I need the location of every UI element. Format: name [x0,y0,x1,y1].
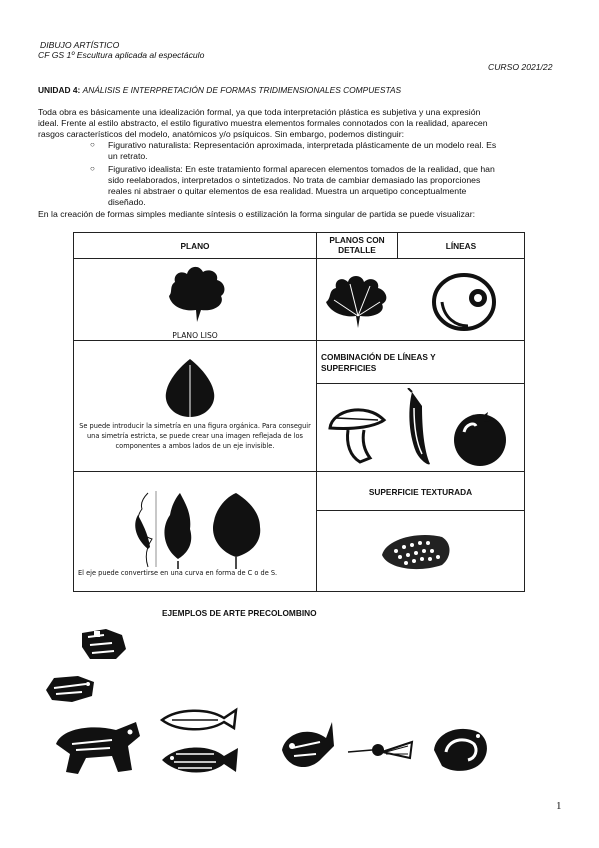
caption-eje-curva: El eje puede convertirse en una curva en forma de C o de S. [78,569,278,577]
tomato-image [446,402,516,468]
intro-line-3: rasgos característicos del modelo, anatómicos y/o psíquicos. Sin embargo, podemos distinguir: [38,129,405,139]
cell-combinacion-header [316,340,525,384]
unit-label: UNIDAD 4: [38,85,81,95]
caption-simetria-2: una simetría estricta, se puede crear una imagen reflejada de los [87,432,303,440]
fish-outline-glyph-image [158,704,238,734]
bullet-2-line-4: diseñado. [108,197,146,207]
dragon-glyph-image [52,716,144,778]
header-plano: PLANO [180,241,210,251]
bird-fish-glyph-image [276,718,336,778]
header-combinacion-1: COMBINACIÓN DE LÍNEAS Y [321,352,436,362]
bullet-2-line-3: reales ni abstraer o quitar elementos de esa realidad. Muestra un arquetipo conceptualmente [108,186,467,196]
caption-simetria-1: Se puede introducir la simetría en una figura orgánica. Para conseguir [79,422,311,430]
intro-line-2: ideal. Frente al estilo abstracto, el estilo figurativo muestra elementos formales connotados con la realidad, aparecen [38,118,488,128]
header-lineas: LÍNEAS [445,241,477,251]
header-planos-con: PLANOS CON [329,235,385,245]
curved-axis-leaves-image [118,489,273,569]
animal-glyph-image [42,670,100,706]
mushroom-image [326,398,396,468]
symmetric-leaf-image [160,357,220,429]
frog-glyph-image [76,625,136,665]
unit-title: ANÁLISIS E INTERPRETACIÓN DE FORMAS TRIDIMENSIONALES COMPUESTAS [82,85,402,95]
header-superficie-texturada: SUPERFICIE TEXTURADA [368,487,473,497]
bullet-marker: ○ [90,164,95,173]
subject-title: DIBUJO ARTÍSTICO [40,40,120,50]
precolombino-title: EJEMPLOS DE ARTE PRECOLOMBINO [162,608,317,618]
bullet-2-line-2: sido reelaborados, interpretados o sintetizados. No trata de cambiar demasiado las proporciones [108,175,481,185]
caption-plano-liso: PLANO LISO [172,331,218,340]
spiral-bird-glyph-image [430,722,492,776]
page-number: 1 [556,800,562,812]
header-detalle: DETALLE [338,245,376,255]
fish-solid-glyph-image [158,740,240,780]
header-combinacion-2: SUPERFICIES [321,363,377,373]
unit-heading [38,85,401,95]
caption-simetria-3: componentes a ambos lados de un eje invisible. [115,442,275,450]
bullet-marker: ○ [90,140,95,149]
pepper-line-drawing-image [428,268,498,334]
bullet-1-line-1: Figurativo naturalista: Representación aproximada, interpretada plásticamente de un modelo real. Es [108,140,497,150]
hummingbird-glyph-image [346,734,416,768]
veined-leaf-image [320,270,396,332]
intro-line-1: Toda obra es básicamente una idealización formal, ya que toda interpretación plástica es subjetiva y una expresión [38,107,481,117]
bullet-2-line-1: Figurativo idealista: En este tratamiento formal aparecen elementos tomados de la realidad, que han [108,164,495,174]
bullet-1-line-2: un retrato. [108,151,148,161]
course-year: CURSO 2021/22 [488,62,553,72]
textured-corn-image [378,527,454,575]
chili-pepper-image [398,388,434,468]
leaf-silhouette-image [163,262,231,324]
course-line: CF GS 1º Escultura aplicada al espectáculo [38,50,205,60]
closing-line: En la creación de formas simples mediante síntesis o estilización la forma singular de partida se puede visualizar: [38,209,476,219]
